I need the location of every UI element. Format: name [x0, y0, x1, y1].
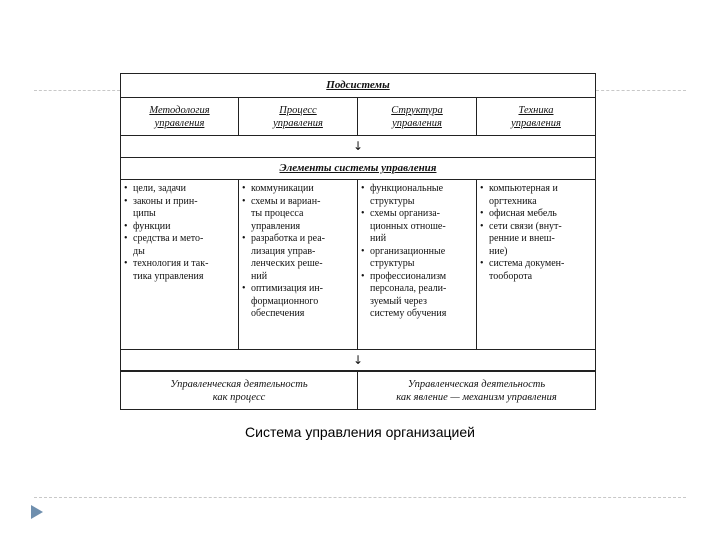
arrow-down-icon: ↓: [353, 353, 364, 367]
subsystem-structure: Структура управления: [358, 98, 477, 135]
subsystem-technique: Техника управления: [511, 104, 561, 129]
subsystems-row: [121, 98, 595, 136]
element-item: • коммуникации: [251, 183, 354, 196]
element-item: • средства и мето- ды: [133, 233, 235, 258]
element-item: • компьютерная и оргтехника: [489, 183, 592, 208]
diagram-image: [120, 73, 596, 410]
element-item: • сети связи (внут- ренние и внеш- ние): [489, 221, 592, 259]
activity-as-phenomenon: Управленческая деятельность как явление — механизм управления: [396, 378, 557, 403]
subsystem-methodology: Методология управления: [121, 98, 239, 135]
subsystem-process: Процесс управления: [239, 98, 358, 135]
element-item: • система докумен- тооборота: [489, 258, 592, 283]
arrow-row-1: [121, 136, 595, 158]
bottom-dashed-line: [34, 497, 686, 498]
element-item: • оптимизация ин- формационного обеспечения: [251, 283, 354, 321]
top-dashed-line-right: [596, 90, 686, 91]
activity-row: [121, 372, 595, 409]
element-item: • функциональные структуры: [370, 183, 473, 208]
element-item: • схемы организа- ционных отноше- ний: [370, 208, 473, 246]
column-methodology: [121, 180, 239, 349]
column-technique: [477, 180, 595, 349]
elements-title: Элементы системы управления: [279, 162, 437, 174]
element-item: • организационные структуры: [370, 246, 473, 271]
element-item: • технология и так- тика управления: [133, 258, 235, 283]
arrow-down-icon: ↓: [352, 139, 364, 153]
elements-columns-row: [121, 180, 595, 350]
activity-as-process: Управленческая деятельность как процесс: [121, 372, 358, 409]
slide-caption: Система управления организацией: [245, 424, 475, 440]
element-item: • схемы и вариан- ты процесса управления: [251, 196, 354, 234]
element-item: • разработка и реа- лизация управ- ленческих реше- ний: [251, 233, 354, 283]
element-item: • профессионализм персонала, реали- зуемый через систему обучения: [370, 271, 473, 321]
elements-title-row: [121, 158, 595, 180]
element-item: • функции: [133, 221, 235, 234]
element-item: • законы и прин- ципы: [133, 196, 235, 221]
arrow-row-2: [121, 350, 595, 372]
top-dashed-line-left: [34, 90, 120, 91]
subsystems-title-row: [121, 74, 595, 98]
subsystems-title: Подсистемы: [326, 79, 390, 91]
triangle-right-icon[interactable]: [30, 504, 44, 520]
column-structure: [358, 180, 477, 349]
element-item: • цели, задачи: [133, 183, 235, 196]
element-item: • офисная мебель: [489, 208, 592, 221]
column-process: [239, 180, 358, 349]
